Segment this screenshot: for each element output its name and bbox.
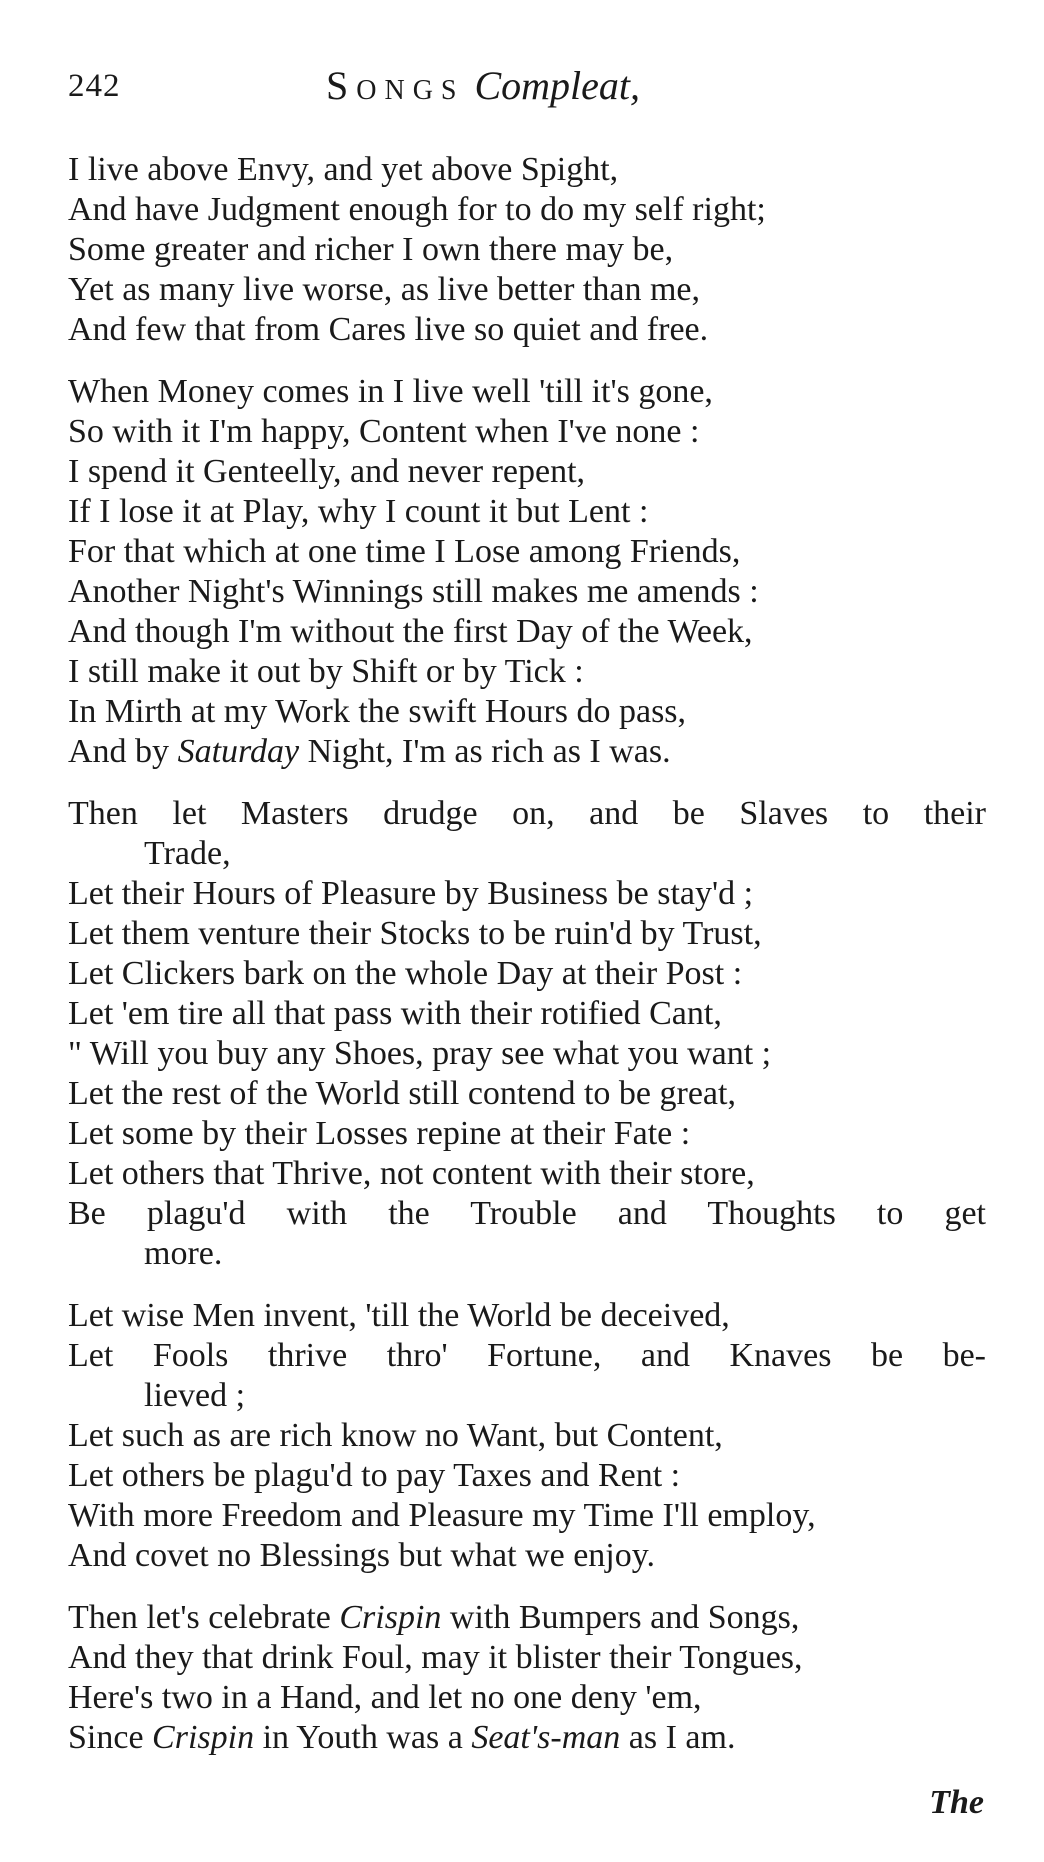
catchword: The [929,1784,984,1821]
line-text: And by [68,733,178,770]
running-title-smallcaps: Songs [326,63,465,108]
italic-word: Seat's-man [471,1719,621,1756]
line-text: Since [68,1719,153,1756]
verse-line: Let Fools thrive thro' Fortune, and Knaves be be- [68,1337,986,1374]
verse-line: And they that drink Foul, may it blister their Tongues, [68,1639,803,1676]
verse-line: Let their Hours of Pleasure by Business be stay'd ; [68,875,754,912]
verse-line: Let such as are rich know no Want, but Content, [68,1417,723,1454]
italic-word: Saturday [177,733,300,770]
verse-line: When Money comes in I live well 'till it's gone, [68,373,713,410]
page-number: 242 [68,68,121,104]
song-text [68,150,988,1780]
stanza-4 [68,1296,988,1576]
verse-line: " Will you buy any Shoes, pray see what you want ; [68,1035,772,1072]
running-title [326,62,640,109]
verse-line: Let 'em tire all that pass with their rotified Cant, [68,995,722,1032]
verse-line: Let them venture their Stocks to be ruin'd by Trust, [68,915,762,952]
verse-line: I still make it out by Shift or by Tick : [68,653,584,690]
line-text: Then let's celebrate [68,1599,340,1636]
verse-line-continuation: more. [144,1235,223,1272]
verse-line-continuation: lieved ; [144,1377,246,1414]
verse-line: I live above Envy, and yet above Spight, [68,151,619,188]
italic-word: Crispin [152,1719,255,1756]
verse-line: Some greater and richer I own there may be, [68,231,674,268]
verse-line: And few that from Cares live so quiet and free. [68,311,709,348]
verse-line: I spend it Genteelly, and never repent, [68,453,586,490]
verse-line: In Mirth at my Work the swift Hours do pass, [68,693,687,730]
verse-line: Let Clickers bark on the whole Day at their Post : [68,955,743,992]
verse-line: Be plagu'd with the Trouble and Thoughts to get [68,1195,986,1232]
verse-line: And covet no Blessings but what we enjoy. [68,1537,656,1574]
verse-line: Another Night's Winnings still makes me amends : [68,573,759,610]
verse-line: And have Judgment enough for to do my self right; [68,191,766,228]
verse-line: And though I'm without the first Day of the Week, [68,613,753,650]
verse-line: Here's two in a Hand, and let no one deny 'em, [68,1679,702,1716]
line-text: with Bumpers and Songs, [441,1599,800,1636]
verse-line: With more Freedom and Pleasure my Time I'll employ, [68,1497,816,1534]
stanza-5 [68,1598,988,1758]
verse-line [68,732,988,772]
verse-line: Then let Masters drudge on, and be Slaves to their [68,795,986,832]
line-text: Night, I'm as rich as I was. [299,733,671,770]
verse-line: Let others that Thrive, not content with their store, [68,1155,755,1192]
verse-line: Let the rest of the World still contend to be great, [68,1075,736,1112]
verse-line: Yet as many live worse, as live better than me, [68,271,701,308]
verse-line: Let others be plagu'd to pay Taxes and Rent : [68,1457,681,1494]
stanza-1 [68,150,988,350]
verse-line: For that which at one time I Lose among Friends, [68,533,741,570]
line-text: in Youth was a [254,1719,472,1756]
line-text: as I am. [620,1719,736,1756]
verse-line: Let wise Men invent, 'till the World be deceived, [68,1297,730,1334]
verse-line [68,1718,988,1758]
verse-line [68,1598,988,1638]
verse-line-continuation: Trade, [144,835,231,872]
stanza-3 [68,794,988,1274]
running-title-italic: Compleat, [474,63,641,108]
verse-line: Let some by their Losses repine at their Fate : [68,1115,691,1152]
running-head [68,62,748,122]
italic-word: Crispin [339,1599,442,1636]
verse-line: So with it I'm happy, Content when I've none : [68,413,700,450]
verse-line: If I lose it at Play, why I count it but Lent : [68,493,649,530]
stanza-2 [68,372,988,772]
